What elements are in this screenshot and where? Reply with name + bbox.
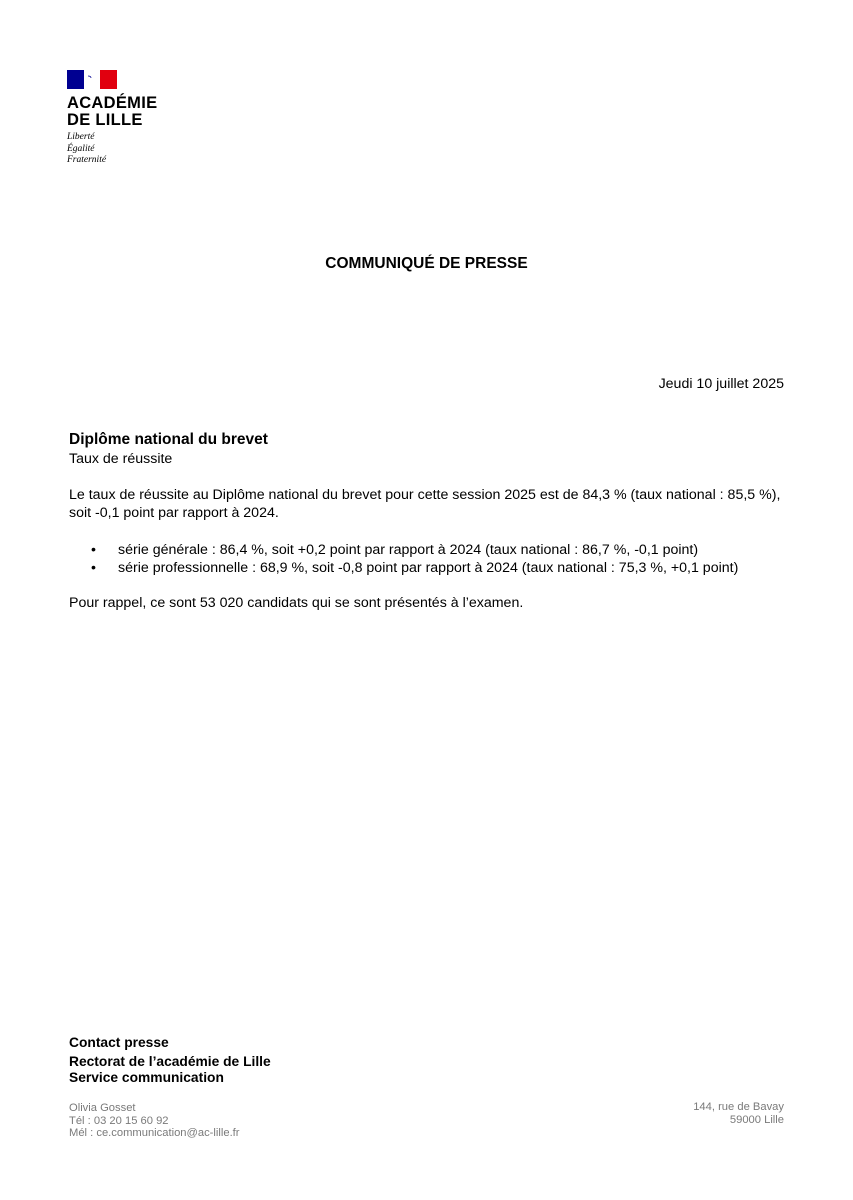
section-subheading: Taux de réussite [69,451,173,467]
list-item [69,541,789,559]
contact-service: Service communication [69,1070,224,1085]
motto-egalite: Égalité [67,143,95,154]
contact-organization-block [69,1054,271,1086]
publication-date: Jeudi 10 juillet 2025 [658,376,784,392]
section-heading: Diplôme national du brevet [69,431,268,448]
document-body [69,430,789,612]
address-city: 59000 Lille [729,1113,784,1126]
logo-line-1: ACADÉMIE [67,94,158,112]
postal-address [693,1101,784,1126]
bullet-icon: • [91,542,96,558]
marianne-flag-icon [67,70,117,89]
results-list [69,541,789,577]
contact-details [69,1102,240,1140]
press-contact [69,1035,271,1086]
list-item [69,559,789,577]
address-street: 144, rue de Bavay [693,1101,784,1113]
republic-motto [67,132,157,167]
contact-email: Mél : ce.communication@ac-lille.fr [69,1127,240,1139]
logo-line-2: DE LILLE [67,111,143,129]
list-item-text: série générale : 86,4 %, soit +0,2 point par rapport à 2024 (taux national : 86,7 %, -0,1 point) [118,542,699,558]
paragraph-intro: Le taux de réussite au Diplôme national du brevet pour cette session 2025 est de 84,3 % (taux national : 85,5 %), soit -0,1 point par rapport à 2024. [69,487,781,521]
contact-name: Olivia Gosset [69,1102,136,1114]
contact-label: Contact presse [69,1035,169,1050]
document-title: COMMUNIQUÉ DE PRESSE [325,255,528,272]
logo-title [67,95,157,129]
motto-liberte: Liberté [67,132,95,142]
paragraph-reminder: Pour rappel, ce sont 53 020 candidats qui se sont présentés à l’examen. [69,595,524,611]
list-item-text: série professionnelle : 68,9 %, soit -0,8 point par rapport à 2024 (taux national : 75,3 %, +0,1 point) [118,560,739,576]
academie-logo [67,70,157,167]
bullet-icon: • [91,560,96,576]
motto-fraternite: Fraternité [67,155,107,165]
contact-phone: Tél : 03 20 15 60 92 [69,1114,169,1127]
contact-organization: Rectorat de l’académie de Lille [69,1054,271,1069]
